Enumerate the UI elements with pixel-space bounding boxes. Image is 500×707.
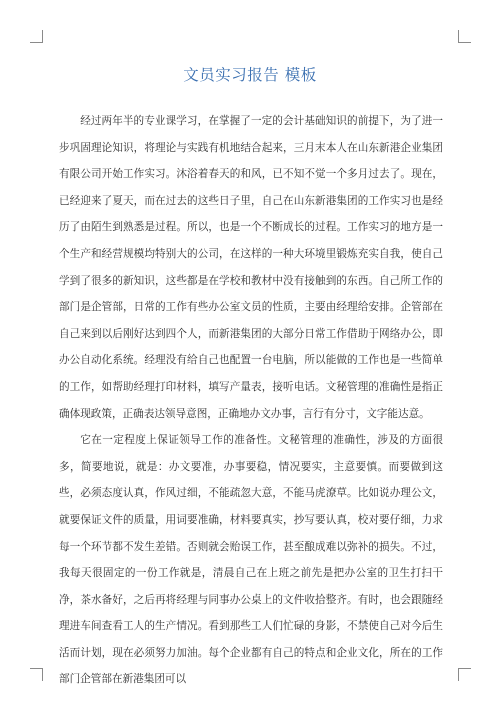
document-body	[59, 108, 443, 693]
document-title: 文员实习报告 模板	[183, 66, 317, 84]
paragraph-1: 经过两年半的专业课学习，在掌握了一定的会计基础知识的前提下，为了进一步巩固理论知识，将理论与实践有机地结合起来，三月末本人在山东新港企业集团有限公司开始工作实习。沐浴着春天的和风，已不知不觉一个多月过去了。现在，已经迎来了夏天，而在过去的这些日子里，自己在山东新港集团的工作实习也是经历了由陌生到熟悉是过程。所以，也是一个不断成长的过程。工作实习的地方是一个生产和经营规模均特别大的公司，在这样的一种大环境里锻炼充实自我，使自己学到了很多的新知识，这些都是在学校和教材中没有接触到的东西。自己所工作的部门是企管部，日常的工作有些办公室文员的性质，主要由经理给安排。企管部在自己来到以后刚好达到四个人，而新港集团的大部分日常工作借助于网络办公，即办公自动化系统。经理没有给自己也配置一台电脑，所以能做的工作也是一些简单的工作，如帮助经理打印材料，填写产量表，接听电话。文秘管理的准确性是指正确体现政策，正确表达领导意图，正确地办文办事，言行有分寸，文字能达意。	[59, 115, 443, 420]
crop-mark-bottom-left	[30, 668, 43, 681]
crop-mark-bottom-right	[458, 668, 471, 681]
crop-mark-top-right	[458, 30, 471, 43]
paragraph-2: 它在一定程度上保证领导工作的准备性。文秘管理的准确性，涉及的方面很多，简要地说，就是：办文要准，办事要稳，情况要实，主意要慎。而要做到这些，必须态度认真，作风过细，不能疏忽大意，不能马虎潦草。比如说办理公文，就要保证文件的质量，用词要准确，材料要真实，抄写要认真，校对要仔细，力求每一个环节都不发生差错。否则就会贻误工作，甚至酿成难以弥补的损失。不过，我每天很固定的一份工作就是，清晨自己在上班之前先是把办公室的卫生打扫干净，茶水备好，之后再将经理与同事办公桌上的文件收拾整齐。有时，也会跟随经理进车间查看工人的生产情况。看到那些工人们忙碌的身影，不禁使自己对今后生活而计划，现在必须努力加油。每个企业都有自己的特点和企业文化，所在的工作部门企管部在新港集团可以	[59, 434, 443, 686]
crop-mark-top-left	[30, 30, 43, 43]
